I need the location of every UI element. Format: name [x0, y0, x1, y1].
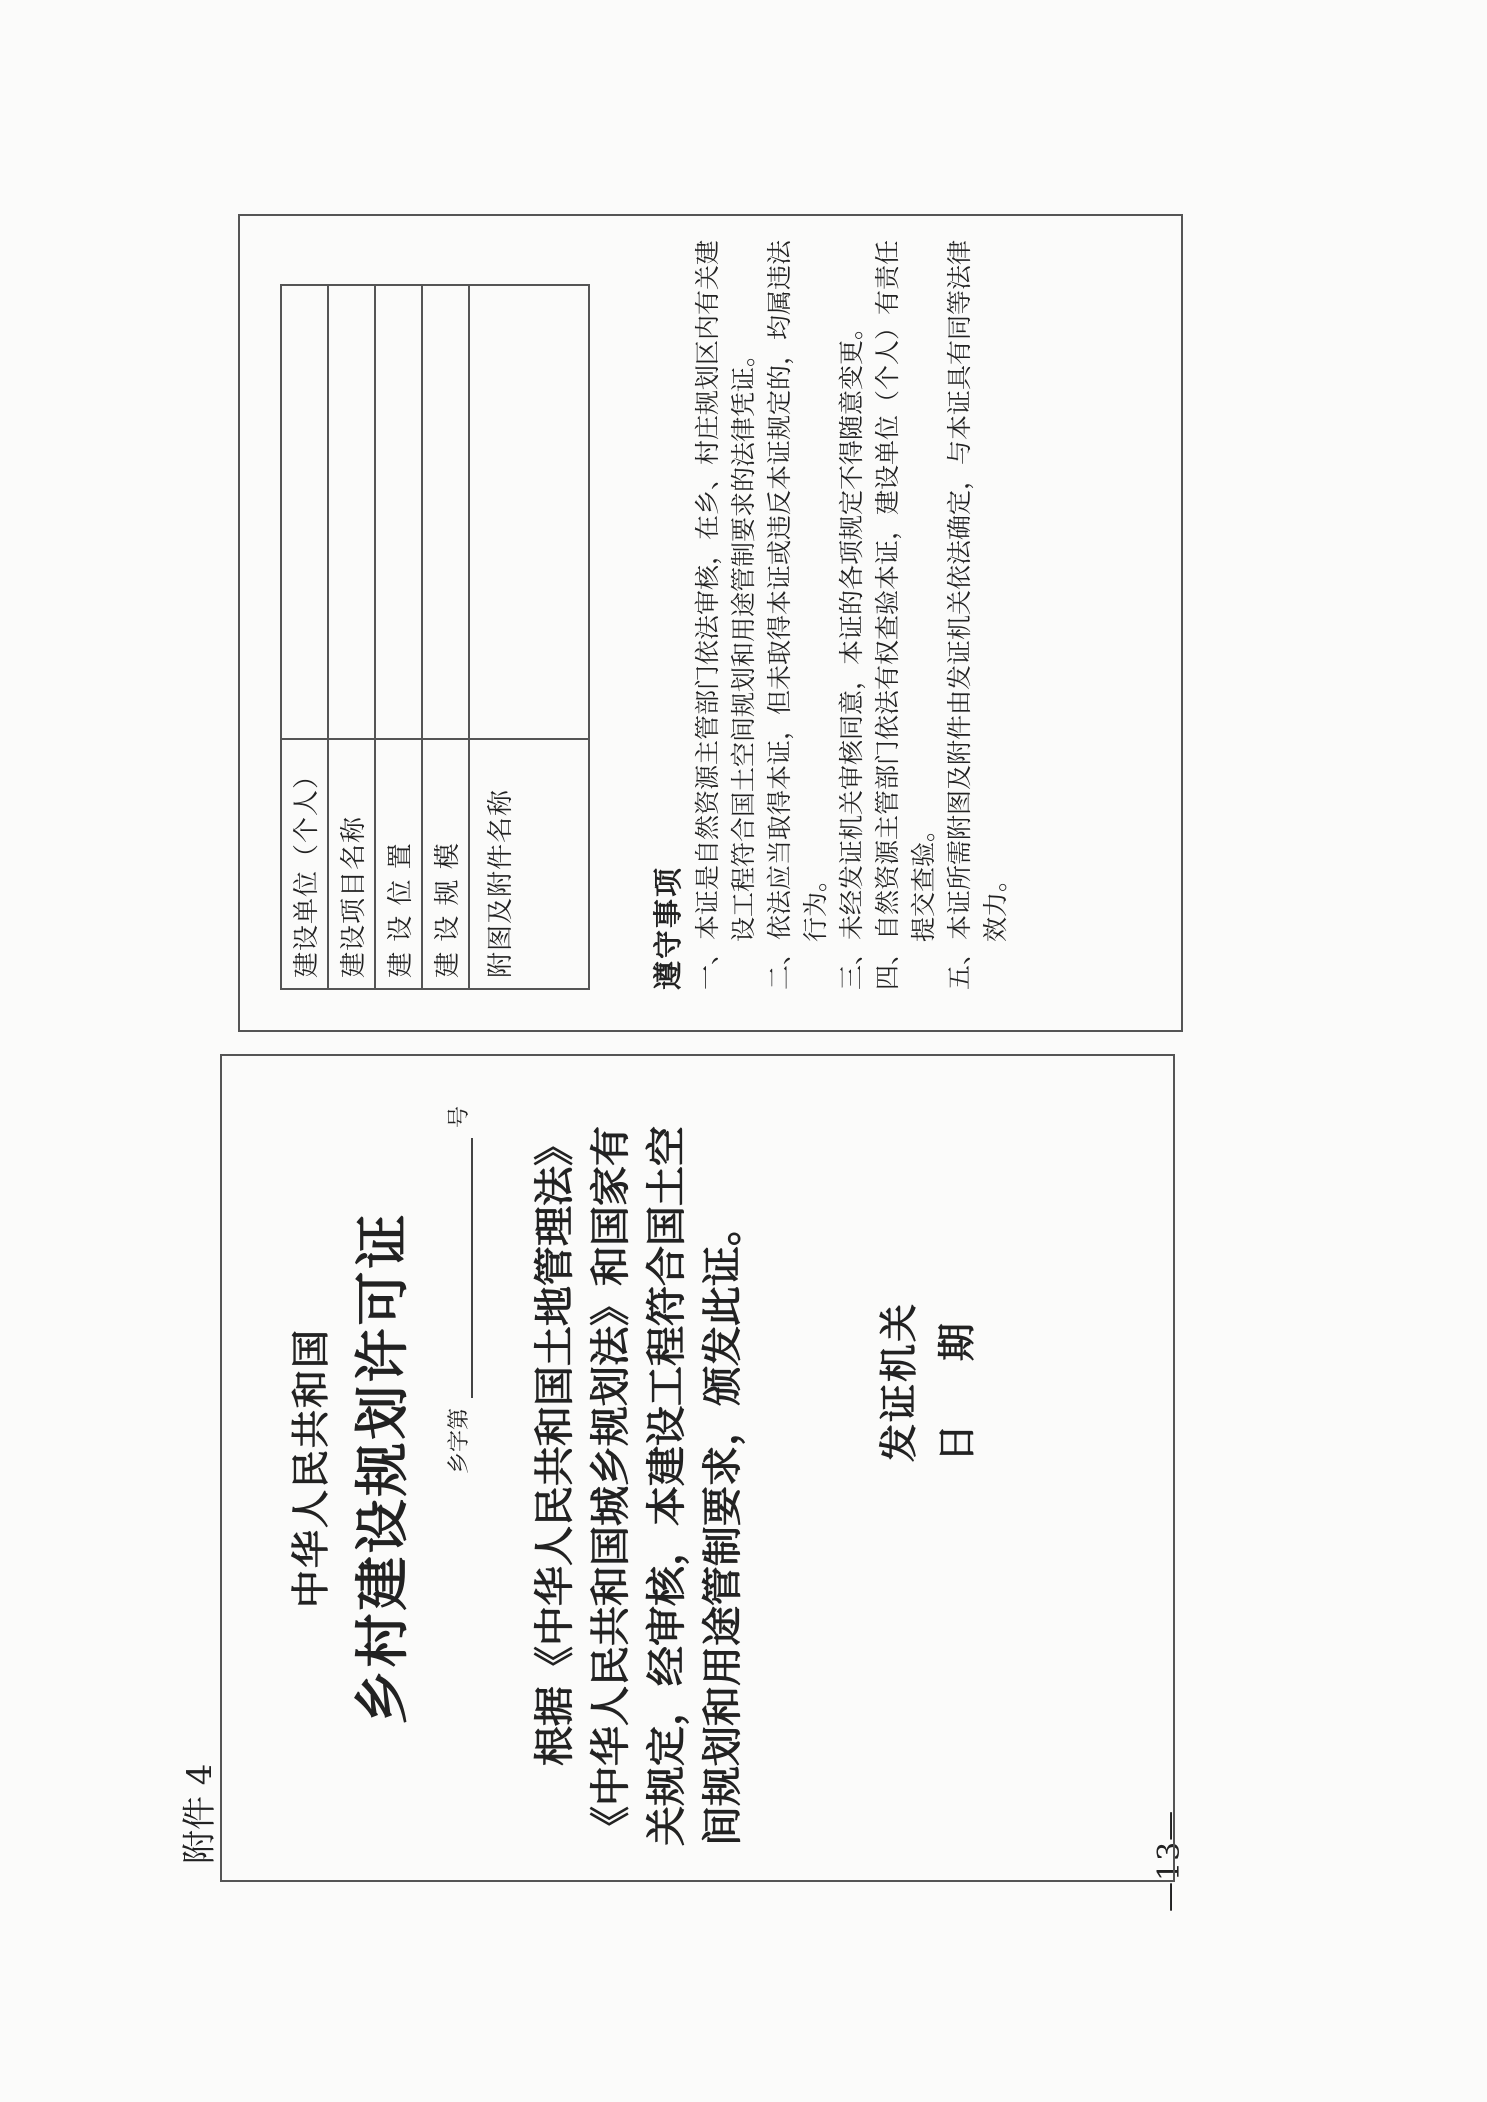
table-row	[422, 285, 469, 989]
table-row	[281, 285, 328, 989]
issuer-label: 发证机关	[876, 1301, 921, 1462]
row-value-project	[328, 285, 375, 739]
certificate-country: 中华人民共和国	[288, 1328, 333, 1609]
table-row	[469, 285, 589, 989]
row-value-scale	[422, 285, 469, 739]
record-table	[280, 284, 590, 990]
note-item: 二、依法应当取得本证，但未取得本证或违反本证规定的，均属违法行为。	[765, 239, 830, 990]
notes-heading: 遵守事项	[651, 865, 685, 990]
table-row	[375, 285, 422, 989]
certificate-title: 乡村建设规划许可证	[350, 1211, 414, 1725]
note-item: 三、未经发证机关审核同意，本证的各项规定不得随意变更。	[837, 314, 866, 990]
certificate-number-prefix: 乡字第	[447, 1408, 472, 1475]
attachment-label: 附件 4	[180, 1763, 220, 1864]
certificate-body-text: 根据《中华人民共和国土地管理法》《中华人民共和国城乡规划法》和国家有关规定，经审核，本建设工程符合国土空间规划和用途管制要求，颁发此证。	[531, 1126, 746, 1846]
certificate-number-row	[442, 1106, 473, 1474]
page-number: —13—	[1152, 1809, 1187, 1912]
certificate-face-panel	[220, 1054, 1175, 1882]
note-item: 四、自然资源主管部门依法有权查验本证，建设单位（个人）有责任提交查验。	[873, 239, 938, 990]
certificate-number-blank	[451, 1138, 473, 1398]
row-label-scale: 建 设 规 模	[422, 739, 469, 989]
row-label-attachments: 附图及附件名称	[469, 739, 589, 989]
row-label-project: 建设项目名称	[328, 739, 375, 989]
note-item: 一、本证是自然资源主管部门依法审核，在乡、村庄规划区内有关建设工程符合国土空间规划和用途管制要求的法律凭证。	[693, 239, 758, 990]
certificate-number-suffix: 号	[447, 1106, 472, 1129]
row-label-unit: 建设单位（个人）	[281, 739, 328, 989]
row-value-unit	[281, 285, 328, 739]
note-item: 五、本证所需附图及附件由发证机关依法确定，与本证具有同等法律效力。	[945, 239, 1010, 990]
notes-section	[650, 236, 1014, 990]
row-label-location: 建 设 位 置	[375, 739, 422, 989]
date-label: 日 期	[934, 1321, 979, 1462]
row-value-location	[375, 285, 422, 739]
table-row	[328, 285, 375, 989]
certificate-issuer-block	[870, 1302, 986, 1462]
certificate-back-panel	[238, 214, 1183, 1032]
row-value-attachments	[469, 285, 589, 739]
